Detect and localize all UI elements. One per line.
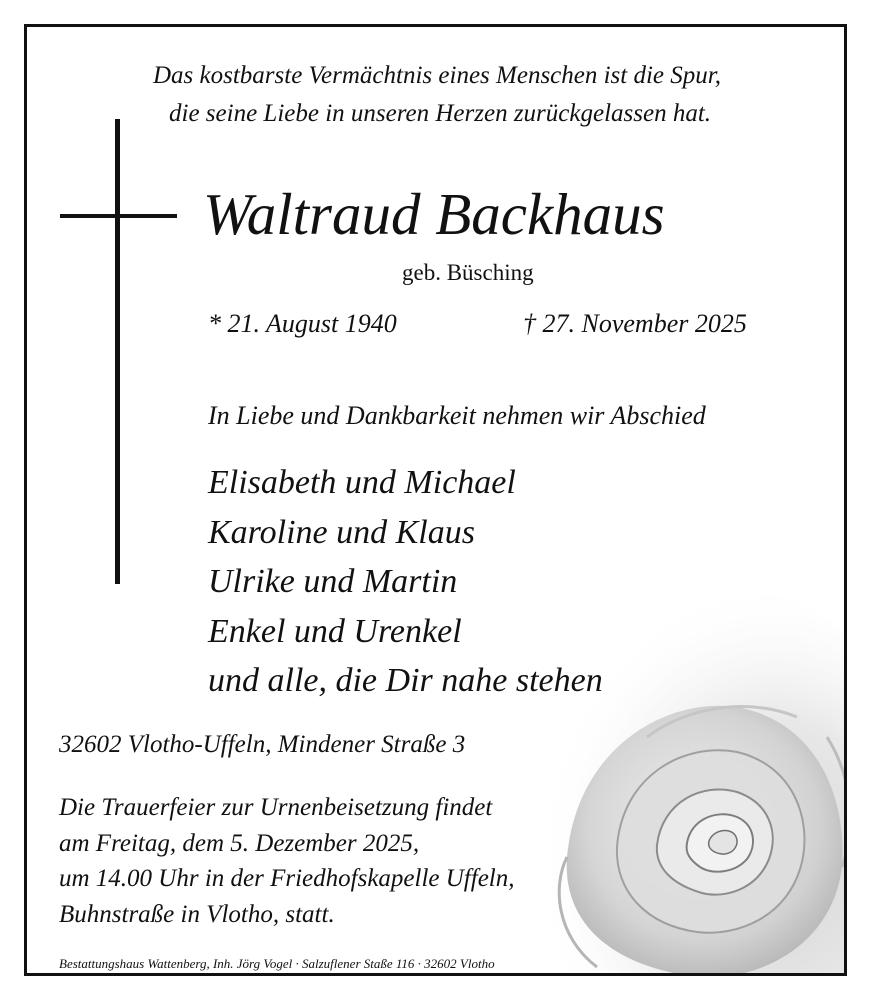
farewell-text: In Liebe und Dankbarkeit nehmen wir Abschied bbox=[208, 401, 706, 430]
maiden-name: geb. Büsching bbox=[402, 260, 534, 285]
motto-line-2: die seine Liebe in unseren Herzen zurückgelassen hat. bbox=[169, 100, 712, 127]
funeral-home-footer: Bestattungshaus Wattenberg, Inh. Jörg Vogel · Salzuflener Staße 116 · 32602 Vlotho bbox=[59, 956, 495, 971]
mourner-line: Ulrike und Martin bbox=[208, 563, 458, 600]
mourning-address: 32602 Vlotho-Uffeln, Mindener Straße 3 bbox=[59, 731, 466, 758]
mourner-line: Enkel und Urenkel bbox=[208, 612, 462, 650]
mourner-line: und alle, die Dir nahe stehen bbox=[208, 662, 603, 699]
service-line: um 14.00 Uhr in der Friedhofskapelle Uffeln, bbox=[59, 865, 515, 893]
mourners-list bbox=[208, 458, 603, 706]
mourner-line: Elisabeth und Michael bbox=[208, 464, 516, 501]
funeral-service-info bbox=[59, 790, 515, 933]
mourner-line: Karoline und Klaus bbox=[208, 513, 475, 551]
service-line: am Freitag, dem 5. Dezember 2025, bbox=[59, 829, 420, 857]
death-date: † 27. November 2025 bbox=[523, 309, 747, 338]
motto-line-1: Das kostbarste Vermächtnis eines Menschen ist die Spur, bbox=[153, 62, 721, 89]
obituary-frame bbox=[24, 24, 847, 976]
service-line: Die Trauerfeier zur Urnenbeisetzung findet bbox=[59, 794, 493, 821]
deceased-name: Waltraud Backhaus bbox=[203, 181, 665, 247]
service-line: Buhnstraße in Vlotho, statt. bbox=[59, 901, 335, 929]
birth-date: * 21. August 1940 bbox=[208, 309, 397, 338]
